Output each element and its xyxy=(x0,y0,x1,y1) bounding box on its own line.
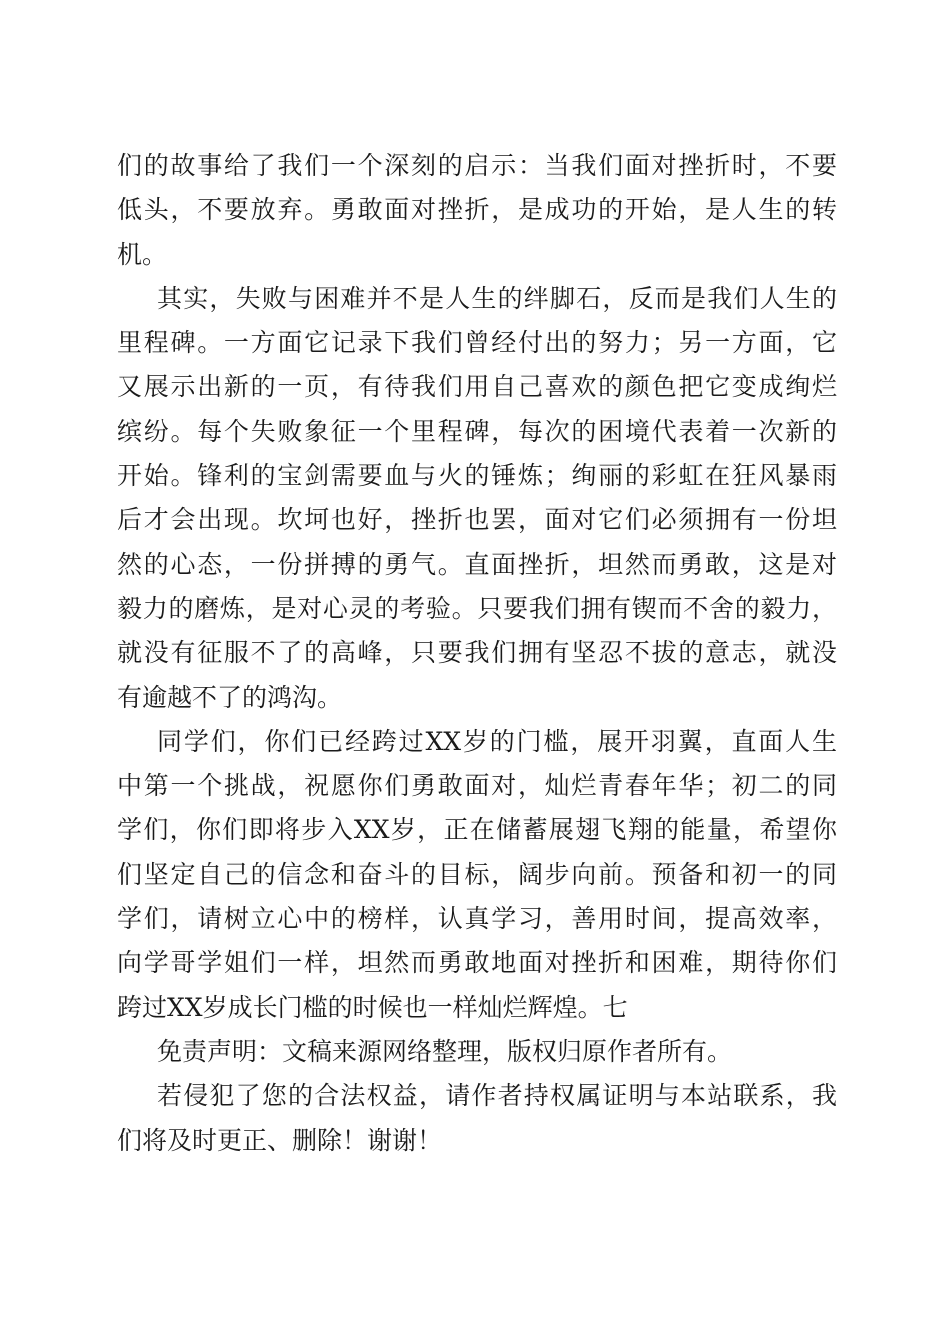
text-line: 就没有征服不了的高峰，只要我们拥有坚忍不拔的意志，就没 xyxy=(117,638,837,668)
text-line: 跨过XX岁成长门槛的时候也一样灿烂辉煌。七 xyxy=(117,992,628,1022)
text-line: 后才会出现。坎坷也好，挫折也罢，面对它们必须拥有一份坦 xyxy=(117,505,837,535)
text-line: 又展示出新的一页，有待我们用自己喜欢的颜色把它变成绚烂 xyxy=(117,372,837,402)
text-line: 低头，不要放弃。勇敢面对挫折，是成功的开始，是人生的转 xyxy=(117,195,837,225)
text-line: 们的故事给了我们一个深刻的启示：当我们面对挫折时，不要 xyxy=(117,151,837,180)
disclaimer-line: 若侵犯了您的合法权益，请作者持权属证明与本站联系，我 xyxy=(157,1081,837,1111)
text-line: 们坚定自己的信念和奋斗的目标，阔步向前。预备和初一的同 xyxy=(117,859,837,889)
text-line: 毅力的磨炼，是对心灵的考验。只要我们拥有锲而不舍的毅力， xyxy=(117,593,837,623)
paragraph-first-line: 同学们，你们已经跨过XX岁的门槛，展开羽翼，直面人生 xyxy=(157,726,837,756)
text-line: 机。 xyxy=(117,239,168,269)
text-line: 有逾越不了的鸿沟。 xyxy=(117,682,343,712)
document-body xyxy=(117,144,837,1163)
disclaimer-line: 免责声明：文稿来源网络整理，版权归原作者所有。 xyxy=(157,1036,733,1066)
text-line: 缤纷。每个失败象征一个里程碑，每次的困境代表着一次新的 xyxy=(117,416,837,446)
text-line: 中第一个挑战，祝愿你们勇敢面对，灿烂青春年华；初二的同 xyxy=(117,771,837,801)
text-line: 学们，你们即将步入XX岁，正在储蓄展翅飞翔的能量，希望你 xyxy=(117,815,837,845)
text-line: 开始。锋利的宝剑需要血与火的锤炼；绚丽的彩虹在狂风暴雨 xyxy=(117,461,837,491)
text-line: 学们，请树立心中的榜样，认真学习，善用时间，提高效率， xyxy=(117,904,837,934)
text-line: 然的心态，一份拼搏的勇气。直面挫折，坦然而勇敢，这是对 xyxy=(117,549,837,579)
text-line: 里程碑。一方面它记录下我们曾经付出的努力；另一方面，它 xyxy=(117,328,837,358)
disclaimer-line: 们将及时更正、删除！谢谢！ xyxy=(117,1125,443,1155)
text-line: 向学哥学姐们一样，坦然而勇敢地面对挫折和困难，期待你们 xyxy=(117,948,837,978)
paragraph-first-line: 其实，失败与困难并不是人生的绊脚石，反而是我们人生的 xyxy=(157,283,837,313)
